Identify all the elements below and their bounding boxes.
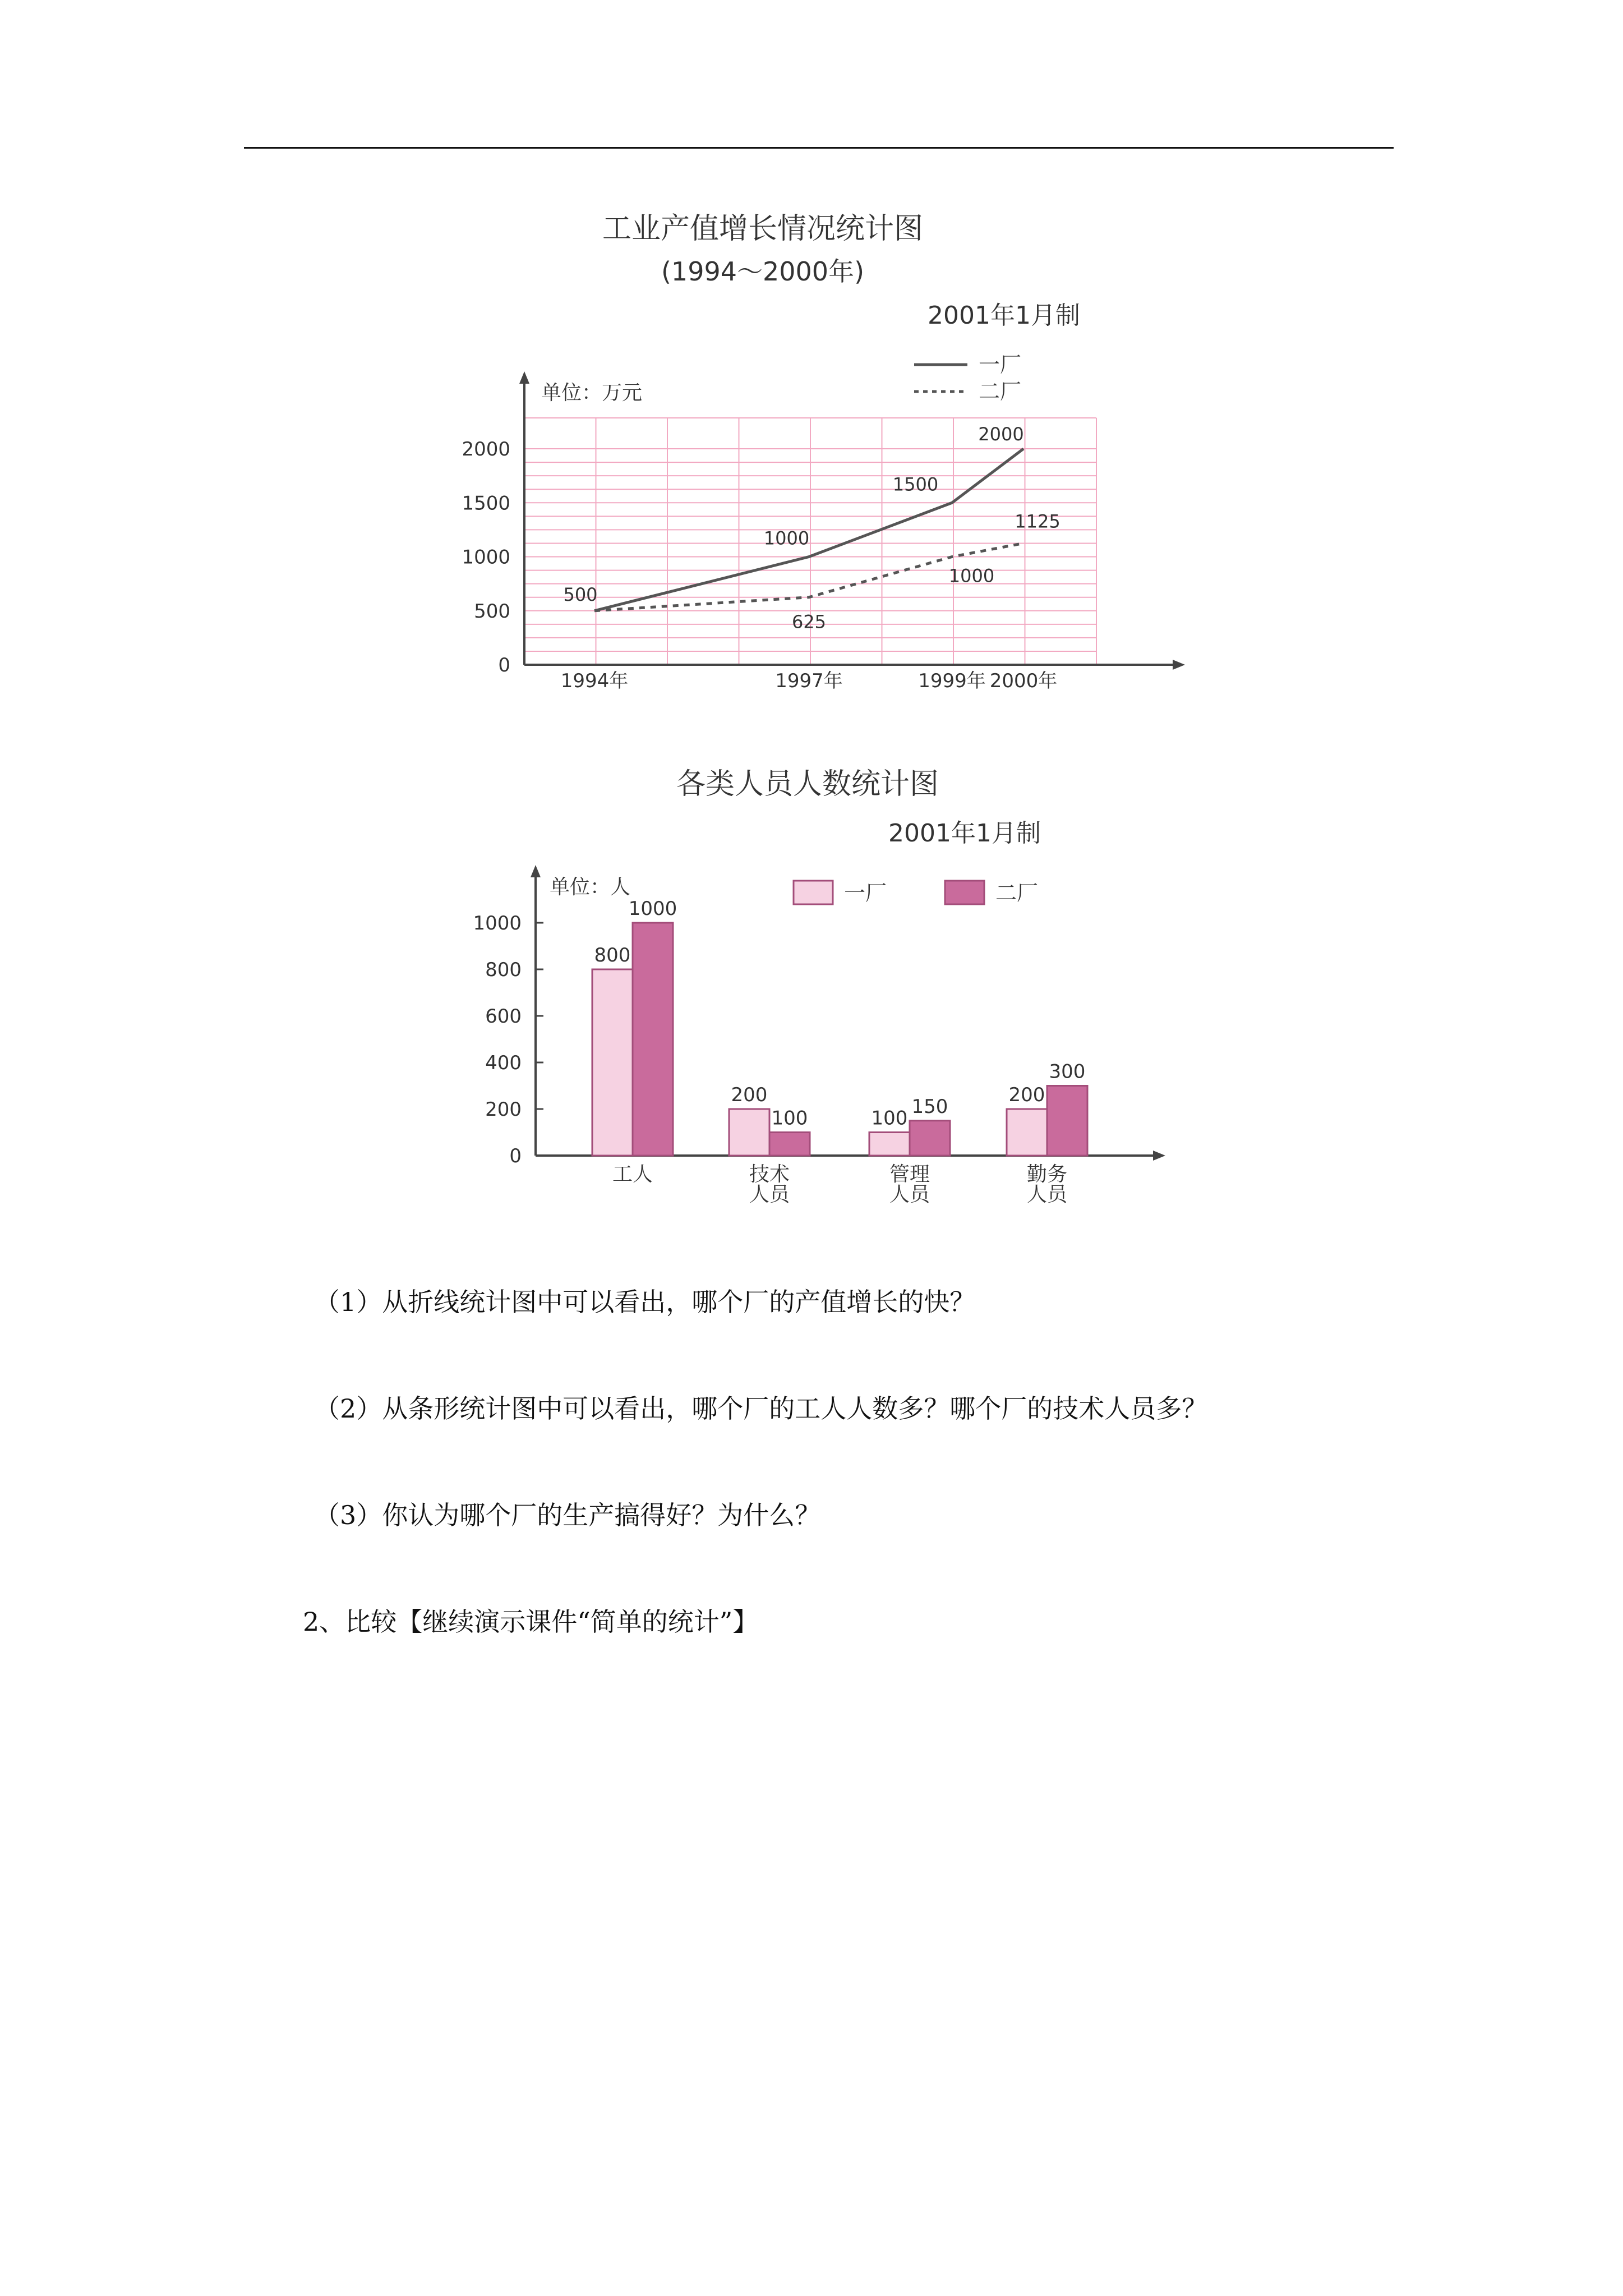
data-label: 500	[563, 583, 598, 605]
legend-label-2: 二厂	[995, 881, 1039, 905]
x-tick-label: 1994年	[560, 670, 629, 692]
bar-2	[633, 923, 673, 1156]
legend-swatch-1	[794, 881, 833, 904]
bar-value-label: 300	[1049, 1060, 1086, 1083]
y-axis-arrow	[519, 371, 529, 384]
y-tick-label: 500	[474, 600, 510, 623]
line-chart-unit: 单位：万元	[541, 381, 643, 404]
data-label: 1500	[892, 473, 939, 495]
y-tick-label: 0	[498, 654, 510, 677]
y-tick-label: 1500	[462, 492, 510, 515]
bar-2	[769, 1133, 810, 1156]
bar-chart-title: 各类人员人数统计图	[676, 767, 939, 801]
y-tick-label: 1000	[462, 546, 510, 569]
line-chart-subtitle: (1994～2000年)	[661, 256, 865, 287]
data-label: 1000	[948, 565, 995, 587]
category-label: 人员	[1026, 1183, 1068, 1206]
y-tick-label: 600	[485, 1005, 522, 1028]
legend-label-1: 一厂	[844, 881, 887, 905]
category-label: 技术	[749, 1163, 790, 1186]
line-chart-title: 工业产值增长情况统计图	[602, 212, 924, 246]
bar-1	[869, 1133, 910, 1156]
legend-label-2: 二厂	[979, 379, 1022, 404]
data-label: 625	[791, 611, 827, 633]
data-label: 1000	[763, 527, 810, 549]
category-label: 管理	[889, 1163, 930, 1186]
category-label: 人员	[889, 1183, 930, 1206]
bar-1	[592, 969, 633, 1156]
y-axis-arrow	[531, 865, 541, 877]
category-label: 勤务	[1026, 1163, 1068, 1186]
question-3: （3）你认为哪个厂的生产搞得好？为什么？	[314, 1500, 821, 1530]
x-tick-label: 1997年	[775, 670, 843, 692]
data-label: 1125	[1015, 510, 1061, 532]
legend-swatch-2	[945, 881, 984, 904]
x-tick-label: 1999年	[918, 670, 986, 692]
bar-value-label: 100	[871, 1107, 908, 1130]
category-label: 人员	[749, 1183, 790, 1206]
y-tick-label: 1000	[473, 912, 522, 935]
bar-2	[910, 1121, 950, 1156]
x-tick-label: 2000年	[989, 670, 1058, 692]
y-tick-label: 0	[509, 1145, 522, 1167]
x-axis-arrow	[1173, 660, 1185, 670]
bar-value-label: 100	[771, 1107, 808, 1130]
bar-value-label: 150	[911, 1095, 948, 1118]
y-tick-label: 400	[485, 1052, 522, 1074]
x-axis-arrow	[1153, 1151, 1165, 1161]
line-chart-date: 2001年1月制	[928, 301, 1080, 330]
bar-value-label: 1000	[628, 898, 677, 920]
bar-1	[729, 1109, 769, 1156]
y-tick-label: 800	[485, 959, 522, 981]
bar-value-label: 200	[1008, 1084, 1045, 1106]
bar-value-label: 800	[594, 944, 631, 967]
bar-chart-date: 2001年1月制	[888, 819, 1041, 848]
data-label: 2000	[978, 424, 1024, 445]
y-tick-label: 2000	[462, 438, 510, 461]
bar-2	[1047, 1086, 1087, 1156]
y-tick-label: 200	[485, 1098, 522, 1121]
bar-value-label: 200	[731, 1084, 768, 1106]
section-heading: 2、比较【继续演示课件“简单的统计”】	[303, 1607, 759, 1637]
question-1: （1）从折线统计图中可以看出，哪个厂的产值增长的快？	[314, 1287, 976, 1317]
bar-chart	[473, 865, 1165, 1206]
legend-label-1: 一厂	[979, 352, 1022, 377]
category-label: 工人	[612, 1163, 653, 1186]
bar-chart-unit: 单位：人	[550, 876, 631, 899]
question-2: （2）从条形统计图中可以看出，哪个厂的工人人数多？哪个厂的技术人员多？	[314, 1393, 1208, 1424]
bar-1	[1007, 1109, 1047, 1156]
